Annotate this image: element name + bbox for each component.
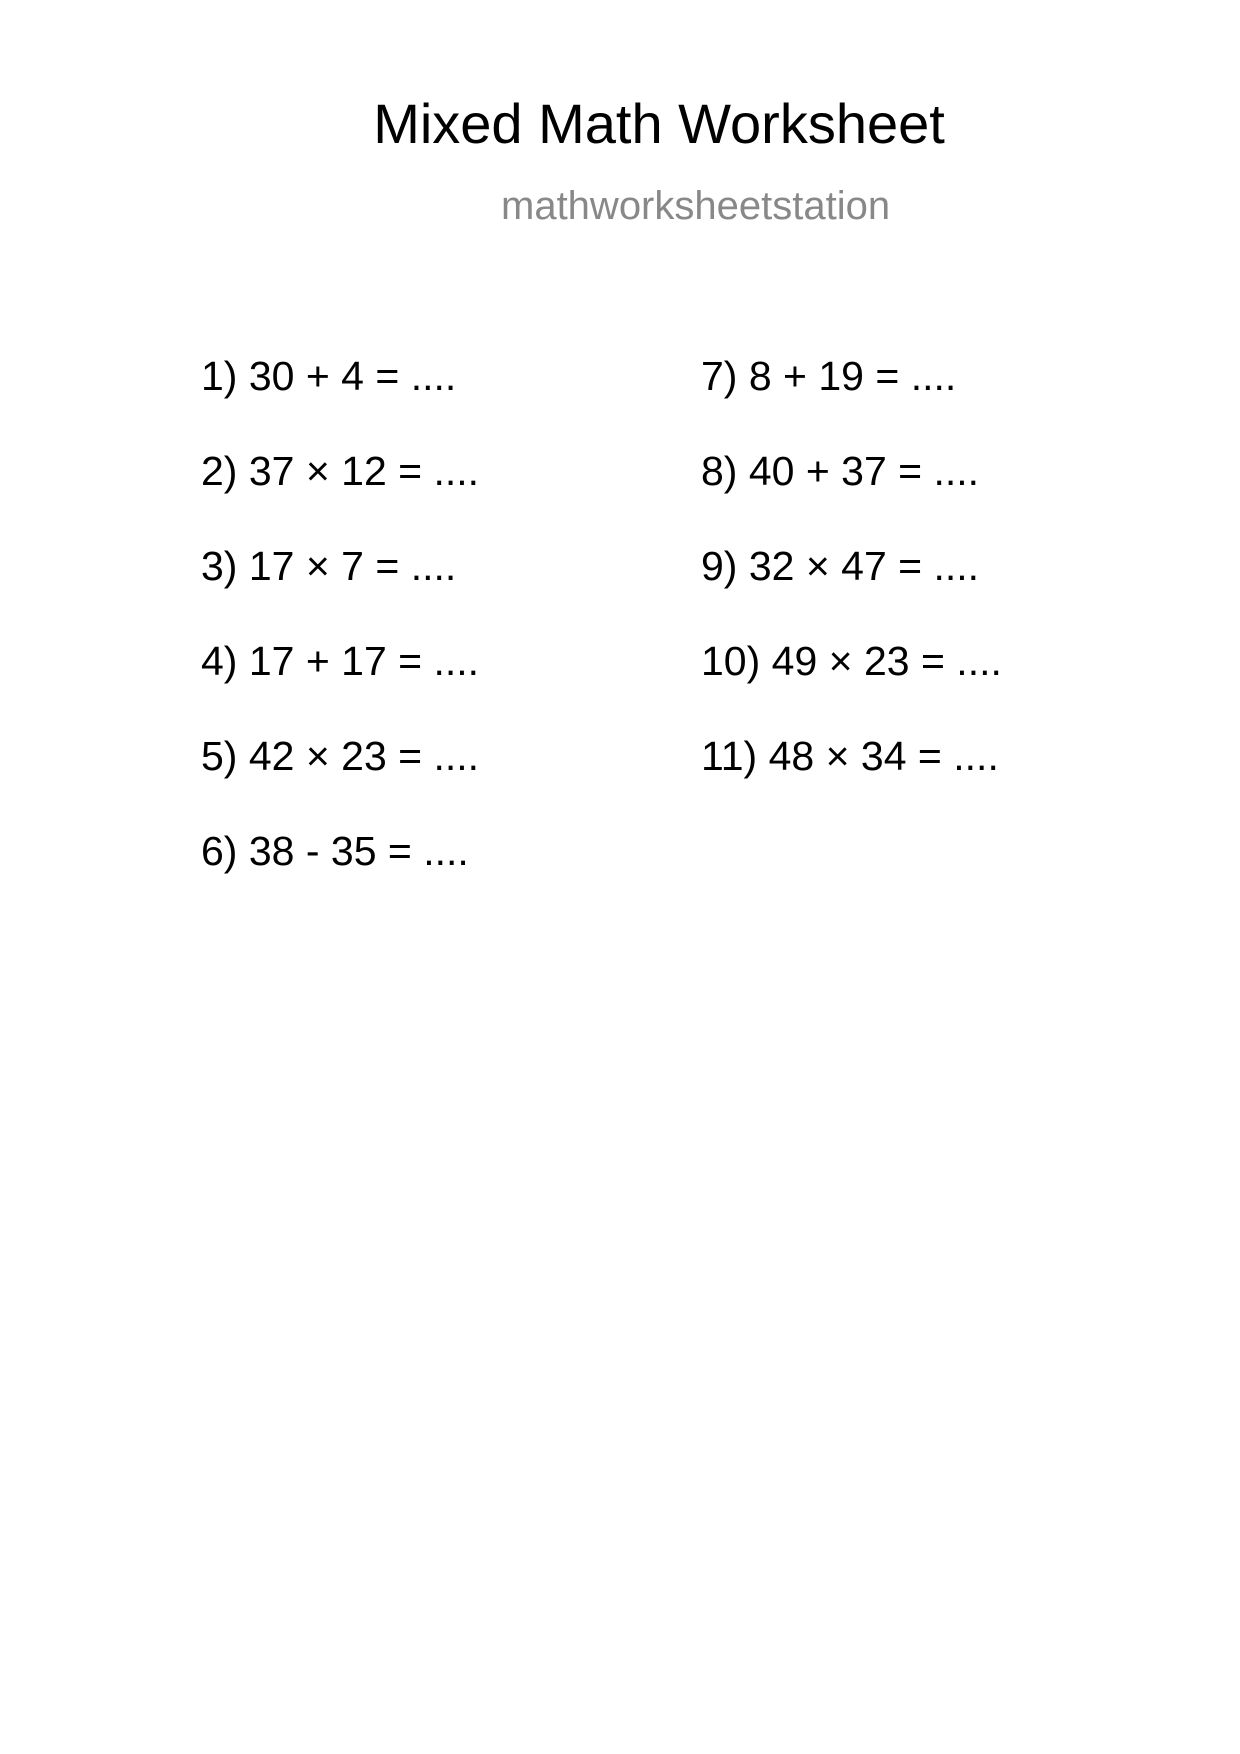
worksheet-source: mathworksheetstation (501, 184, 891, 228)
problem-7: 7) 8 + 19 = .... (701, 353, 957, 399)
problem-4: 4) 17 + 17 = .... (201, 638, 480, 684)
problem-5: 5) 42 × 23 = .... (201, 733, 480, 779)
problem-column-left (201, 353, 480, 926)
problem-2: 2) 37 × 12 = .... (201, 448, 480, 494)
problem-9: 9) 32 × 47 = .... (701, 543, 980, 589)
problem-11: 11) 48 × 34 = .... (701, 733, 999, 779)
worksheet-title: Mixed Math Worksheet (373, 92, 945, 155)
problem-6: 6) 38 - 35 = .... (201, 828, 469, 874)
problem-8: 8) 40 + 37 = .... (701, 448, 980, 494)
problem-10: 10) 49 × 23 = .... (701, 638, 1002, 684)
problem-3: 3) 17 × 7 = .... (201, 543, 457, 589)
problem-column-right (701, 353, 1002, 831)
problem-1: 1) 30 + 4 = .... (201, 353, 457, 399)
